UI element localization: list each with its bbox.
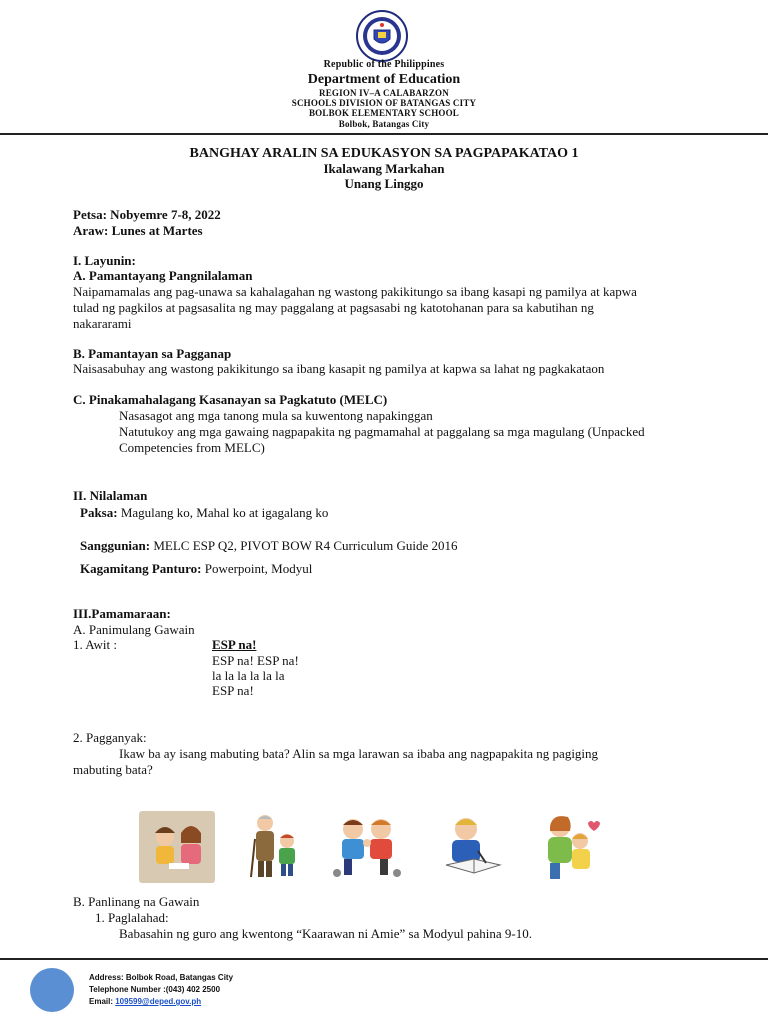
subsection-a-text-line1: Naipamamalas ang pag-unawa sa kahalagahan ng wastong pakikitungo sa ibang kasapi ng pamilya at kapwa: [73, 284, 637, 299]
kagamitan-line: [80, 561, 312, 577]
region-line: REGION IV–A CALABARZON: [319, 88, 449, 98]
subsection-b-text: Naisasabuhay ang wastong pakikitungo sa ibang kasapit ng pamilya at kapwa sa lahat ng pagkakataon: [73, 361, 605, 376]
lesson-title: BANGHAY ARALIN SA EDUKASYON SA PAGPAPAKATAO 1: [189, 146, 579, 161]
kagamitan-label: Kagamitang Panturo:: [80, 561, 202, 576]
picture-child-hugging-mother: [538, 811, 604, 883]
location-line: Bolbok, Batangas City: [338, 119, 430, 129]
melc-item-2-line1: Natutukoy ang mga gawaing nagpapakita ng pagmamahal at paggalang sa mga magulang (Unpacked: [119, 424, 645, 439]
subsection-b-heading: B. Pamantayan sa Pagganap: [73, 346, 232, 361]
pagganyak-text-line2: mabuting bata?: [73, 762, 153, 777]
footer-email-link[interactable]: 109599@deped.gov.ph: [115, 997, 202, 1006]
subsection-a-text-line3: nakararami: [73, 316, 132, 331]
footer-email-label: Email:: [89, 997, 116, 1006]
melc-item-2-line2: Competencies from MELC): [119, 440, 265, 455]
date-line: Petsa: Nobyemre 7-8, 2022: [73, 207, 221, 222]
awit-label: 1. Awit :: [73, 637, 117, 652]
song-line-2: la la la la la la: [212, 668, 285, 683]
footer-logo-circle: [30, 968, 74, 1012]
pagganyak-label: 2. Pagganyak:: [73, 730, 147, 745]
school-line: BOLBOK ELEMENTARY SCHOOL: [308, 108, 459, 118]
song-line-1: ESP na! ESP na!: [212, 653, 299, 668]
subsection-a-heading: A. Pamantayang Pangnilalaman: [73, 268, 253, 283]
melc-item-1: Nasasagot ang mga tanong mula sa kuwentong napakinggan: [119, 408, 433, 423]
day-line: Araw: Lunes at Martes: [73, 223, 203, 238]
kagamitan-value: Powerpoint, Modyul: [201, 561, 313, 576]
lesson-week: Unang Linggo: [344, 176, 424, 191]
header-divider: [0, 133, 768, 135]
paksa-line: [80, 505, 328, 521]
pagganyak-text-line1: Ikaw ba ay isang mabuting bata? Alin sa mga larawan sa ibaba ang nagpapakita ng pagiging: [119, 746, 599, 761]
paksa-value: Magulang ko, Mahal ko at igagalang ko: [117, 505, 329, 520]
footer-divider: [0, 958, 768, 960]
republic-line: Republic of the Philippines: [323, 59, 445, 70]
subsection-c-heading: C. Pinakamahalagang Kasanayan sa Pagkatuto (MELC): [73, 392, 388, 407]
division-line: SCHOOLS DIVISION OF BATANGAS CITY: [291, 98, 477, 108]
picture-child-helping-elder: [247, 811, 303, 881]
picture-kids-fighting: [329, 811, 405, 881]
section-pamamaraan-heading: III.Pamamaraan:: [73, 606, 171, 621]
paglalahad-label: 1. Paglalahad:: [95, 910, 169, 925]
panimulang-gawain-heading: A. Panimulang Gawain: [73, 622, 195, 637]
footer-address: Address: Bolbok Road, Batangas City: [89, 973, 234, 982]
sanggunian-value: MELC ESP Q2, PIVOT BOW R4 Curriculum Guide 2016: [150, 538, 458, 553]
song-line-3: ESP na!: [212, 683, 254, 698]
footer-email-line: [89, 997, 201, 1006]
subsection-a-text-line2: tulad ng pagkilos at pagsasalita ng may paggalang at pagsasabi ng katotohanan para sa kabutihan ng: [73, 300, 594, 315]
section-nilalaman-heading: II. Nilalaman: [73, 488, 148, 503]
paksa-label: Paksa:: [80, 505, 118, 520]
picture-child-studying: [438, 811, 506, 881]
footer-phone: Telephone Number :(043) 402 2500: [89, 985, 221, 994]
lesson-quarter: Ikalawang Markahan: [323, 161, 445, 176]
song-title: ESP na!: [212, 637, 257, 652]
section-layunin-heading: I. Layunin:: [73, 253, 136, 268]
picture-kids-playing: [139, 811, 215, 883]
sanggunian-label: Sanggunian:: [80, 538, 151, 553]
sanggunian-line: [80, 538, 458, 554]
paglalahad-text: Babasahin ng guro ang kwentong “Kaarawan ni Amie” sa Modyul pahina 9-10.: [119, 926, 533, 941]
panlinang-gawain-heading: B. Panlinang na Gawain: [73, 894, 200, 909]
department-line: Department of Education: [307, 72, 461, 87]
deped-seal: [356, 10, 408, 62]
